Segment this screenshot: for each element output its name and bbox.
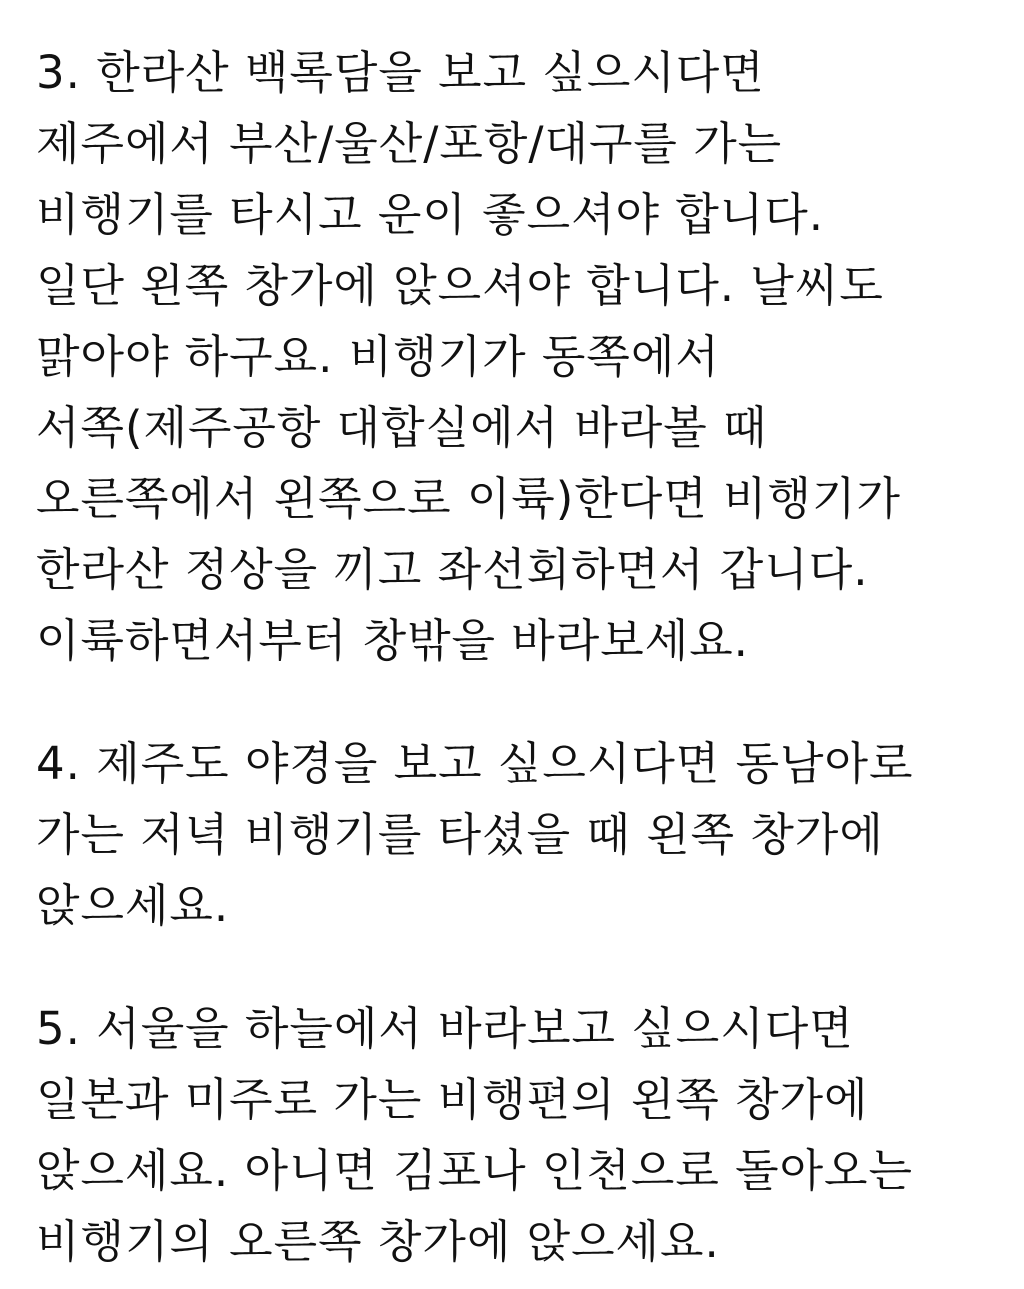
paragraph-5-line-1: 5. 서울을 하늘에서 바라보고 싶으시다면 xyxy=(36,1002,854,1055)
paragraph-5-line-4: 비행기의 오른쪽 창가에 앉으세요. xyxy=(36,1215,720,1268)
paragraph-3-line-1: 3. 한라산 백록담을 보고 싶으시다면 xyxy=(36,46,765,99)
paragraph-3-line-8: 한라산 정상을 끼고 좌선회하면서 갑니다. xyxy=(36,543,869,596)
paragraph-3-line-6: 서쪽(제주공항 대합실에서 바라볼 때 xyxy=(36,401,768,454)
paragraph-3-line-7: 오른쪽에서 왼쪽으로 이륙)한다면 비행기가 xyxy=(36,472,901,525)
paragraph-3-line-2: 제주에서 부산/울산/포항/대구를 가는 xyxy=(36,117,783,170)
paragraph-3-line-4: 일단 왼쪽 창가에 앉으셔야 합니다. 날씨도 xyxy=(36,259,884,312)
paragraph-5-line-3: 앉으세요. 아니면 김포나 인천으로 돌아오는 xyxy=(36,1144,913,1197)
paragraph-3-line-3: 비행기를 타시고 운이 좋으셔야 합니다. xyxy=(36,188,825,241)
paragraph-4-line-2: 가는 저녁 비행기를 타셨을 때 왼쪽 창가에 xyxy=(36,808,884,861)
paragraph-5-line-2: 일본과 미주로 가는 비행편의 왼쪽 창가에 xyxy=(36,1073,869,1126)
paragraph-3-line-5: 맑아야 하구요. 비행기가 동쪽에서 xyxy=(36,330,720,383)
paragraph-3-line-9: 이륙하면서부터 창밖을 바라보세요. xyxy=(36,614,749,667)
paragraph-4-line-3: 앉으세요. xyxy=(36,879,230,932)
paragraph-4-line-1: 4. 제주도 야경을 보고 싶으시다면 동남아로 xyxy=(36,737,914,790)
